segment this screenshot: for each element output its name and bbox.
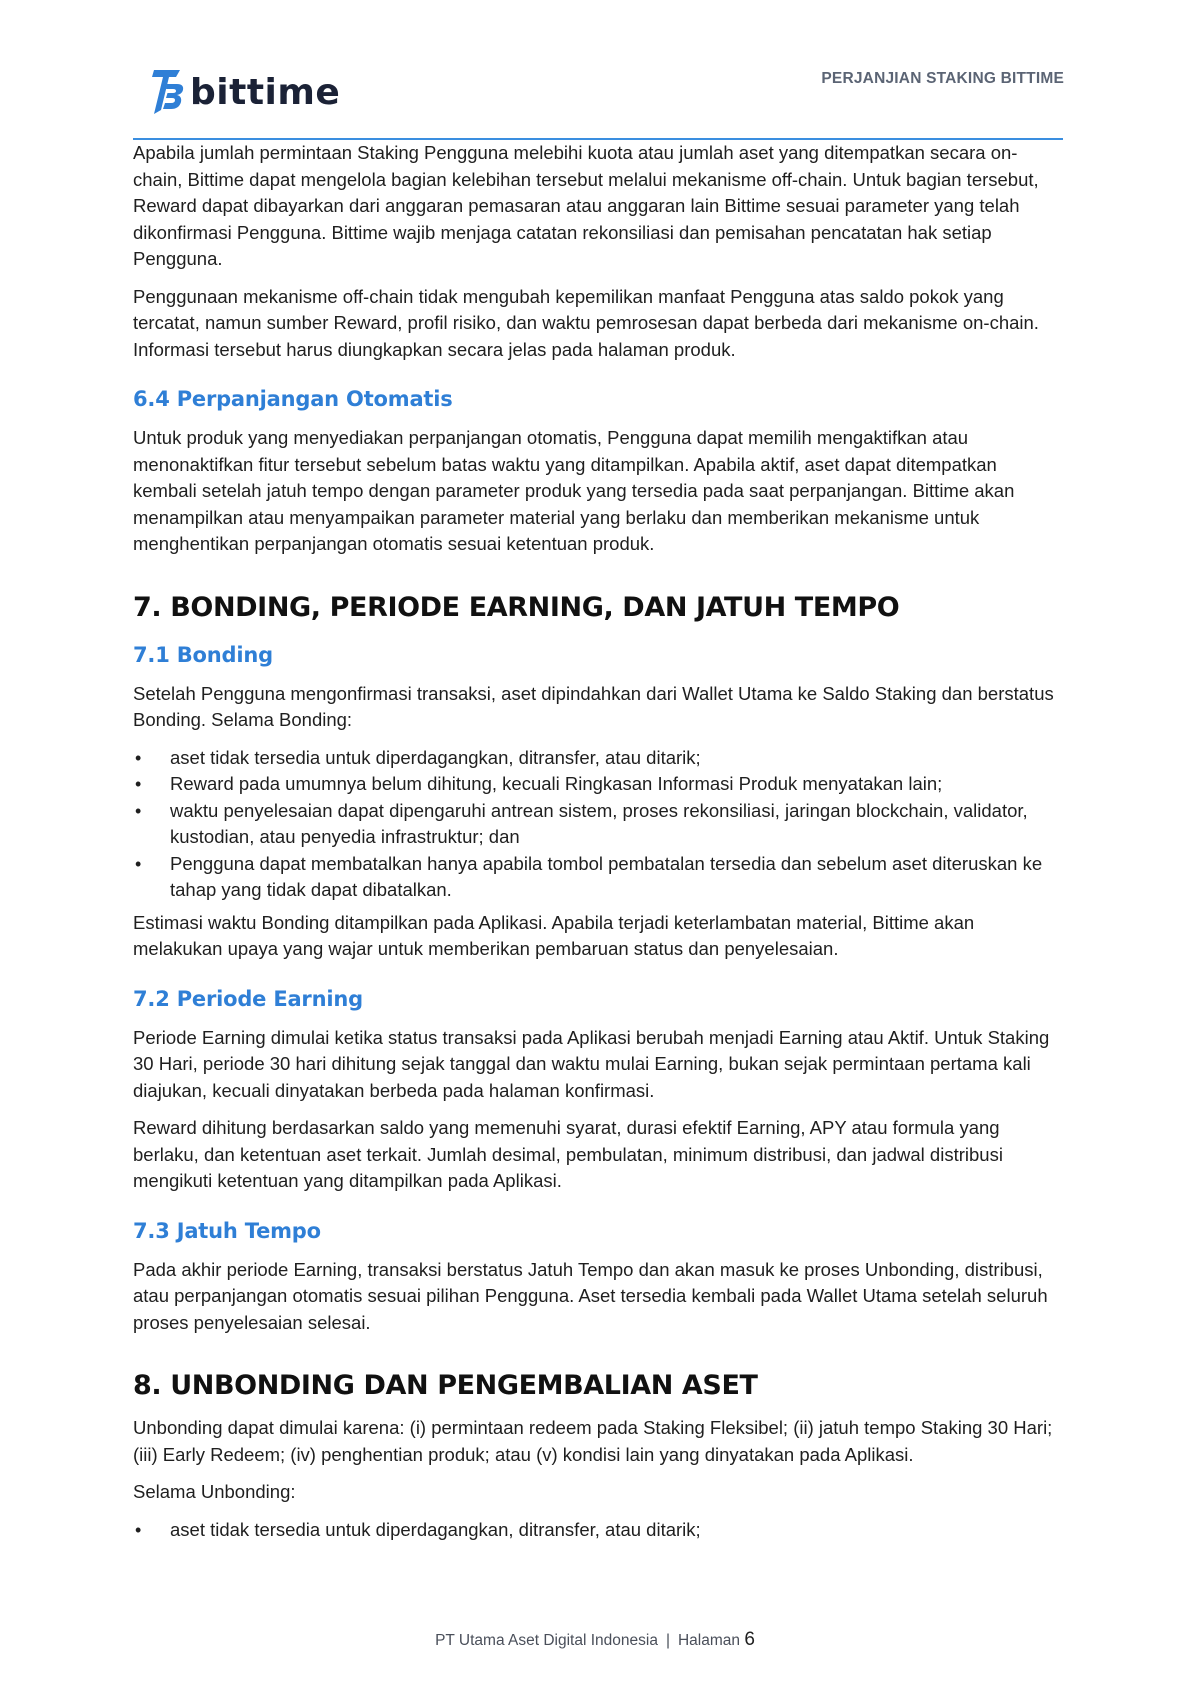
bittime-logo — [150, 66, 340, 118]
bullet-icon: • — [135, 747, 142, 768]
subsection-heading-7-3: 7.3 Jatuh Tempo — [133, 1218, 321, 1243]
document-body — [133, 140, 1065, 1549]
section-heading-7: 7. BONDING, PERIODE EARNING, DAN JATUH TEMPO — [133, 591, 900, 623]
paragraph: Penggunaan mekanisme off-chain tidak mengubah kepemilikan manfaat Pengguna atas saldo pokok yang tercatat, namun sumber Reward, profil risiko, dan waktu pemrosesan dapat berbeda dari mekanisme on-chain. Informasi tersebut harus diungkapkan secara jelas pada halaman produk. — [133, 285, 1039, 360]
unbonding-list — [133, 1517, 1065, 1544]
paragraph: Pada akhir periode Earning, transaksi berstatus Jatuh Tempo dan akan masuk ke proses Unbonding, distribusi, atau perpanjangan otomatis sesuai pilihan Pengguna. Aset tersedia kembali pada Wallet Utama setelah seluruh proses penyelesaian selesai. — [133, 1258, 1048, 1333]
bonding-list — [133, 745, 1065, 904]
section-heading-8: 8. UNBONDING DAN PENGEMBALIAN ASET — [133, 1370, 758, 1401]
list-item-text: Pengguna dapat membatalkan hanya apabila tombol pembatalan tersedia dan sebelum aset diteruskan ke tahap yang tidak dapat dibatalkan. — [170, 852, 1043, 900]
list-item — [133, 745, 1065, 772]
bullet-icon: • — [135, 774, 142, 794]
bullet-icon: • — [135, 1519, 142, 1540]
list-item-text: aset tidak tersedia untuk diperdagangkan, ditransfer, atau ditarik; — [170, 1518, 701, 1540]
bittime-logo-icon — [150, 66, 186, 118]
bullet-icon: • — [135, 853, 142, 874]
list-item — [133, 798, 1065, 851]
page-header — [0, 0, 1190, 142]
footer-separator: | — [665, 1632, 670, 1649]
paragraph: Unbonding dapat dimulai karena: (i) permintaan redeem pada Staking Fleksibel; (ii) jatuh tempo Staking 30 Hari; (iii) Early Redeem; (iv) penghentian produk; atau (v) kondisi lain yang dinyatakan pada Aplikasi. — [133, 1417, 1053, 1465]
paragraph: Untuk produk yang menyediakan perpanjangan otomatis, Pengguna dapat memilih mengaktifkan atau menonaktifkan fitur tersebut sebelum batas waktu yang ditampilkan. Apabila aktif, aset dapat ditempatkan kembali setelah jatuh tempo dengan parameter produk yang tersedia pada saat perpanjangan. Bittime akan menampilkan atau menyampaikan parameter material yang berlaku dan memberikan mekanisme untuk menghentikan perpanjangan otomatis sesuai ketentuan produk. — [133, 427, 1015, 554]
subsection-heading-6-4: 6.4 Perpanjangan Otomatis — [133, 387, 453, 411]
footer-page-label: Halaman — [677, 1632, 741, 1649]
paragraph: Periode Earning dimulai ketika status transaksi pada Aplikasi berubah menjadi Earning atau Aktif. Untuk Staking 30 Hari, periode 30 hari dihitung sejak tanggal dan waktu mulai Earning, bukan sejak permintaan pertama kali diajukan, kecuali dinyatakan berbeda pada halaman konfirmasi. — [133, 1026, 1050, 1101]
paragraph: Setelah Pengguna mengonfirmasi transaksi, aset dipindahkan dari Wallet Utama ke Saldo Staking dan berstatus Bonding. Selama Bonding: — [133, 682, 1054, 730]
subsection-heading-7-2: 7.2 Periode Earning — [133, 986, 363, 1011]
paragraph: Selama Unbonding: — [133, 1481, 296, 1502]
logo-text: bittime — [190, 71, 341, 113]
list-item — [133, 1517, 1065, 1544]
list-item — [133, 851, 1065, 904]
document-title: PERJANJIAN STAKING BITTIME — [821, 70, 1064, 87]
subsection-heading-7-1: 7.1 Bonding — [133, 642, 273, 667]
bullet-icon: • — [135, 800, 142, 821]
page-footer — [0, 1629, 1190, 1651]
paragraph: Apabila jumlah permintaan Staking Pengguna melebihi kuota atau jumlah aset yang ditempatkan secara on-chain, Bittime dapat mengelola bagian kelebihan tersebut melalui mekanisme off-chain. Untuk bagian tersebut, Reward dapat dibayarkan dari anggaran pemasaran atau anggaran lain Bittime sesuai parameter yang telah dikonfirmasi Pengguna. Bittime wajib menjaga catatan rekonsiliasi dan pemisahan pencatatan hak setiap Pengguna. — [133, 142, 1039, 269]
paragraph: Estimasi waktu Bonding ditampilkan pada Aplikasi. Apabila terjadi keterlambatan material, Bittime akan melakukan upaya yang wajar untuk memberikan pembaruan status dan penyelesaian. — [133, 911, 975, 959]
footer-company: PT Utama Aset Digital Indonesia — [435, 1632, 658, 1649]
paragraph: Reward dihitung berdasarkan saldo yang memenuhi syarat, durasi efektif Earning, APY atau formula yang berlaku, dan ketentuan aset terkait. Jumlah desimal, pembulatan, minimum distribusi, dan jadwal distribusi mengikuti ketentuan yang ditampilkan pada Aplikasi. — [133, 1117, 1003, 1191]
page-number: 6 — [744, 1629, 755, 1650]
list-item-text: waktu penyelesaian dapat dipengaruhi antrean sistem, proses rekonsiliasi, jaringan blockchain, validator, kustodian, atau penyedia infrastruktur; dan — [170, 799, 1028, 847]
list-item-text: Reward pada umumnya belum dihitung, kecuali Ringkasan Informasi Produk menyatakan lain; — [170, 773, 943, 794]
list-item-text: aset tidak tersedia untuk diperdagangkan, ditransfer, atau ditarik; — [170, 746, 701, 768]
list-item — [133, 771, 1065, 798]
